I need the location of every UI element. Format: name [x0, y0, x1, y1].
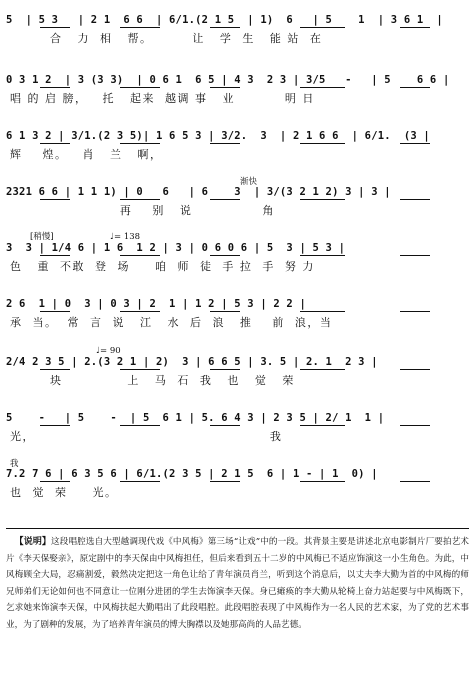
beam-underline	[300, 369, 345, 370]
notation-line: 5 - | 5 - | 5 6 1 | 5. 6 4 3 | 2 3 5 | 2/ 1 1 |	[6, 412, 385, 424]
beam-underline	[400, 311, 430, 312]
beam-underline	[400, 481, 430, 482]
beam-underline	[300, 481, 345, 482]
lyrics-line: 色 重 不敢 登 场 咱 师 徒 手 拉 手 努 力	[10, 260, 315, 273]
lyrics-line: 承 当。 常 言 说 江 水 后 浪 推 前 浪，当	[10, 316, 333, 329]
beam-underline	[120, 425, 160, 426]
section-divider	[6, 528, 469, 529]
lyrics-line: 再 别 说 角	[10, 204, 275, 217]
lyrics-line: 辉 煌。 肖 兰 啊，	[10, 148, 163, 161]
beam-underline	[40, 27, 70, 28]
score-marking-rehearsal: [稍慢]	[30, 232, 54, 242]
notation-line: 3 3 | 1/4 6 | 1 6 1 2 | 3 | 0 6 0 6 | 5 3 | 5 3 |	[6, 242, 346, 254]
beam-underline	[300, 199, 345, 200]
beam-underline	[120, 311, 160, 312]
beam-underline	[40, 425, 70, 426]
notation-line: 2321 6 6 | 1 1 1) | 0 6 | 6 3 | 3/(3 2 1 2) 3 | 3 |	[6, 186, 391, 198]
score-marking-tempo2: ♩= 90	[96, 346, 121, 356]
beam-underline	[120, 143, 160, 144]
beam-underline	[400, 425, 430, 426]
beam-underline	[300, 425, 345, 426]
lyrics-line: 合 力 相 帮。 让 学 生 能 站 在	[10, 32, 323, 45]
score-marking-me: 我	[10, 459, 19, 469]
beam-underline	[40, 481, 70, 482]
score-marking-tempo1: ♩= 138	[110, 232, 141, 242]
notation-line: 2/4 2 3 5 | 2.(3 2 1 | 2) 3 | 6 6 5 | 3. 5 | 2. 1 2 3 |	[6, 356, 378, 368]
beam-underline	[400, 27, 430, 28]
beam-underline	[300, 311, 345, 312]
beam-underline	[40, 143, 70, 144]
beam-underline	[210, 369, 240, 370]
beam-underline	[40, 369, 70, 370]
beam-underline	[400, 369, 430, 370]
beam-underline	[210, 425, 240, 426]
beam-underline	[120, 27, 160, 28]
beam-underline	[120, 199, 160, 200]
beam-underline	[300, 27, 345, 28]
lyrics-line: 唱 的 启 膀， 托 起来 越调 事 业 明 日	[10, 92, 315, 105]
beam-underline	[300, 255, 345, 256]
lyrics-line: 光， 我	[10, 430, 283, 443]
beam-underline	[400, 143, 430, 144]
beam-underline	[120, 87, 160, 88]
beam-underline	[300, 143, 345, 144]
score-marking-jiakuai: 渐快	[240, 177, 258, 187]
explanation-label: 【说明】	[14, 537, 52, 547]
beam-underline	[210, 143, 240, 144]
beam-underline	[120, 481, 160, 482]
beam-underline	[210, 27, 240, 28]
beam-underline	[210, 199, 240, 200]
notation-line: 0 3 1 2 | 3 (3 3) | 0 6 1 6 5 | 4 3 2 3 | 3/5 - | 5 6 6 |	[6, 74, 450, 86]
beam-underline	[210, 311, 240, 312]
beam-underline	[120, 255, 160, 256]
explanation-paragraph	[6, 534, 469, 633]
beam-underline	[40, 87, 70, 88]
explanation-text: 这段唱腔选自大型越调现代戏《中风梅》第三场“让戏”中的一段。其背景主要是讲述北京电影制片厂要拍艺术片《李天保娶亲》，原定剧中的李天保由中风梅担任，但后来看到五十二岁的中风梅已不适应饰演这一小生角色。为此，中风梅顾全大局，忍痛割爱，毅然决定把这一角色让给了青年演员肖兰，听到这个消息后，以丈夫李大勤为首的中风梅的师兄师弟们无论如何也不同意让一位刚分进团的学生去饰演李天保。身已瘫痪的李大勤从轮椅上奋力站起要与中风梅既下，乞求她来饰演李天保，中风梅扶起大勤唱出了此段唱腔。此段唱腔表现了中风梅作为一名人民的艺术家，为了党的艺术事业，为了剧种的发展，为了培养青年演员的博大胸襟以及她那高尚的人品艺德。	[6, 537, 469, 630]
beam-underline	[400, 87, 430, 88]
lyrics-line: 也 觉 荣 光。	[10, 486, 118, 499]
beam-underline	[210, 481, 240, 482]
notation-line: 7.2 7 6 | 6 3 5 6 | 6/1.(2 3 5 | 2 1 5 6 | 1 - | 1 0) |	[6, 468, 378, 480]
beam-underline	[120, 369, 160, 370]
beam-underline	[400, 199, 430, 200]
notation-line: 2 6 1 | 0 3 | 0 3 | 2 1 | 1 2 | 5 3 | 2 2 |	[6, 298, 306, 310]
beam-underline	[400, 255, 430, 256]
beam-underline	[40, 311, 70, 312]
notation-line: 6 1 3 2 | 3/1.(2 3 5)| 1 6 5 3 | 3/2. 3 | 2 1 6 6 | 6/1. (3 |	[6, 130, 430, 142]
beam-underline	[210, 255, 240, 256]
beam-underline	[40, 199, 70, 200]
notation-line: 5 | 5 3 | 2 1 6 6 | 6/1.(2 1 5 | 1) 6 | 5 1 | 3 6 1 |	[6, 14, 443, 26]
beam-underline	[210, 87, 240, 88]
beam-underline	[300, 87, 345, 88]
lyrics-line: 块 上 马 石 我 也 觉 荣	[10, 374, 295, 387]
beam-underline	[40, 255, 70, 256]
